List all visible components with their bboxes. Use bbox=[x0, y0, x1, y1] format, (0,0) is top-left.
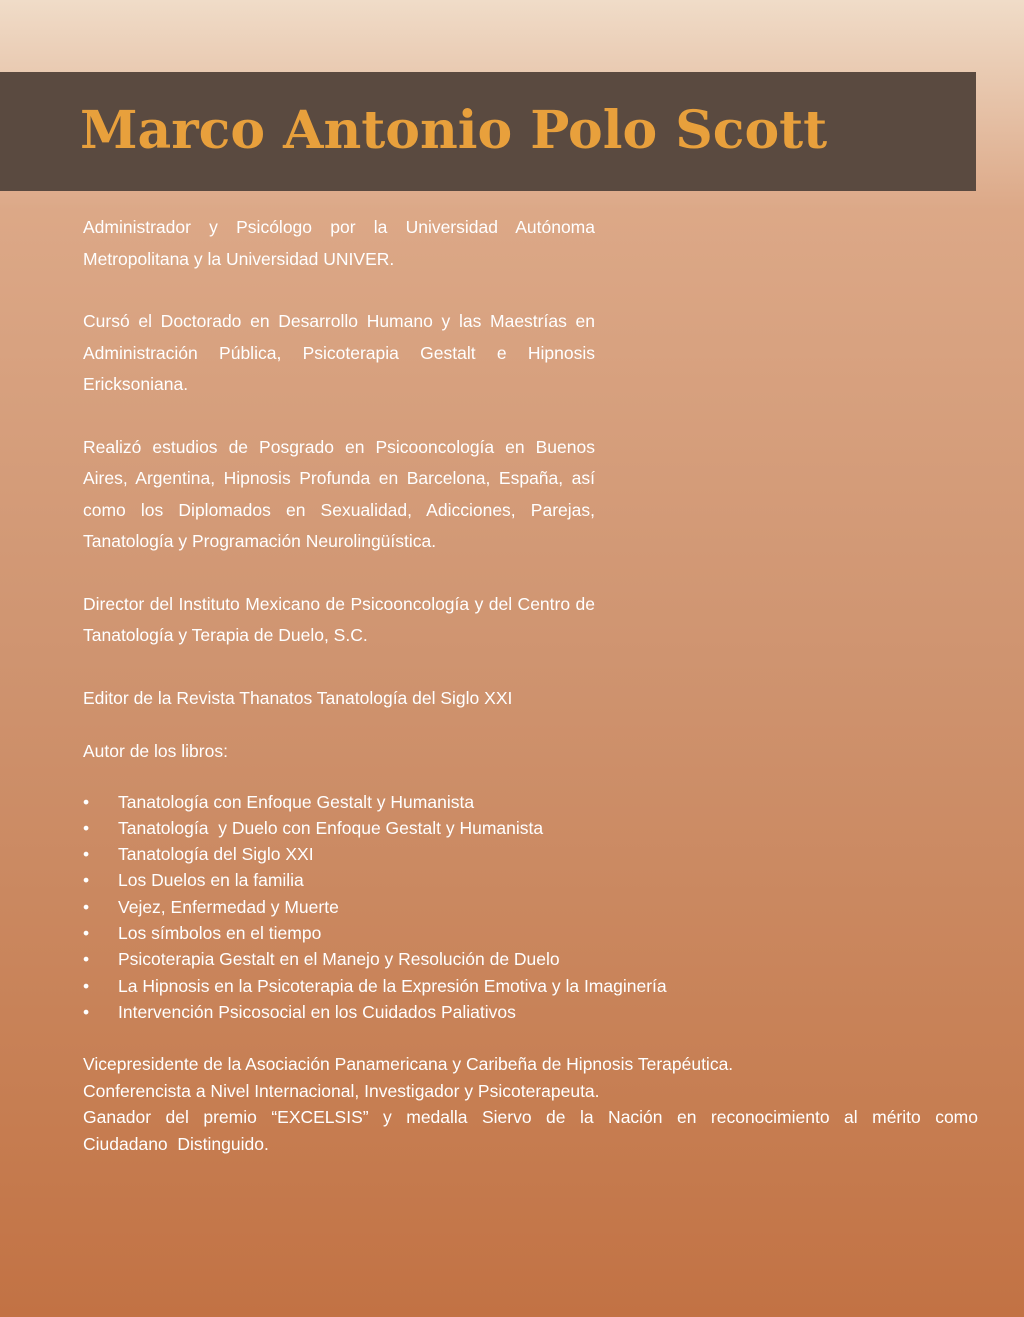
bio-content bbox=[83, 212, 978, 1157]
bio-paragraph-director: Director del Instituto Mexicano de Psicooncología y del Centro de Tanatología y Terapia de Duelo, S.C. bbox=[83, 593, 595, 645]
bullet-icon: • bbox=[83, 896, 90, 917]
closing-distinguished: Ciudadano Distinguido. bbox=[83, 1133, 269, 1154]
bullet-icon: • bbox=[83, 870, 90, 891]
closing-award: Ganador del premio “EXCELSIS” y medalla Siervo de la Nación en reconocimiento al mérito como bbox=[83, 1107, 978, 1128]
book-title: Psicoterapia Gestalt en el Manejo y Resolución de Duelo bbox=[118, 949, 560, 970]
list-item bbox=[83, 841, 978, 867]
bio-editor: Editor de la Revista Thanatos Tanatología del Siglo XXI bbox=[83, 687, 513, 708]
bullet-icon: • bbox=[83, 844, 90, 865]
closing-vicepresident: Vicepresidente de la Asociación Panamericana y Caribeña de Hipnosis Terapéutica. bbox=[83, 1054, 734, 1075]
closing-section bbox=[83, 1051, 978, 1157]
book-title: Vejez, Enfermedad y Muerte bbox=[118, 896, 339, 917]
list-item bbox=[83, 815, 978, 841]
list-item bbox=[83, 999, 978, 1025]
book-title: Los Duelos en la familia bbox=[118, 870, 304, 891]
list-item bbox=[83, 867, 978, 893]
book-title: Tanatología del Siglo XXI bbox=[118, 844, 314, 865]
book-title: La Hipnosis en la Psicoterapia de la Expresión Emotiva y la Imaginería bbox=[118, 975, 667, 996]
book-title: Tanatología y Duelo con Enfoque Gestalt y Humanista bbox=[118, 817, 544, 838]
list-item bbox=[83, 973, 978, 999]
bio-author-intro: Autor de los libros: bbox=[83, 741, 228, 761]
bio-paragraph-postgrad: Realizó estudios de Posgrado en Psicooncología en Buenos Aires, Argentina, Hipnosis Profunda en Barcelona, España, así como los Diplomados en Sexualidad, Adicciones, Parejas, Tanatología y Programación Neurolingüística. bbox=[83, 436, 595, 551]
bio-paragraph-education: Administrador y Psicólogo por la Universidad Autónoma Metropolitana y la Universidad UNIVER. bbox=[83, 217, 595, 269]
bullet-icon: • bbox=[83, 1001, 90, 1022]
list-item bbox=[83, 946, 978, 972]
book-title: Intervención Psicosocial en los Cuidados Paliativos bbox=[118, 1001, 516, 1022]
bullet-icon: • bbox=[83, 949, 90, 970]
bullet-icon: • bbox=[83, 791, 90, 812]
list-item bbox=[83, 789, 978, 815]
book-title: Los símbolos en el tiempo bbox=[118, 922, 322, 943]
bullet-icon: • bbox=[83, 817, 90, 838]
closing-lecturer: Conferencista a Nivel Internacional, Investigador y Psicoterapeuta. bbox=[83, 1080, 600, 1101]
bio-paragraph-doctorate: Cursó el Doctorado en Desarrollo Humano y las Maestrías en Administración Pública, Psicoterapia Gestalt e Hipnosis Ericksoniana. bbox=[83, 311, 595, 394]
bullet-icon: • bbox=[83, 975, 90, 996]
book-title: Tanatología con Enfoque Gestalt y Humanista bbox=[118, 791, 475, 812]
book-list bbox=[83, 789, 978, 1026]
bullet-icon: • bbox=[83, 922, 90, 943]
list-item bbox=[83, 920, 978, 946]
page-title: Marco Antonio Polo Scott bbox=[80, 100, 828, 161]
list-item bbox=[83, 894, 978, 920]
